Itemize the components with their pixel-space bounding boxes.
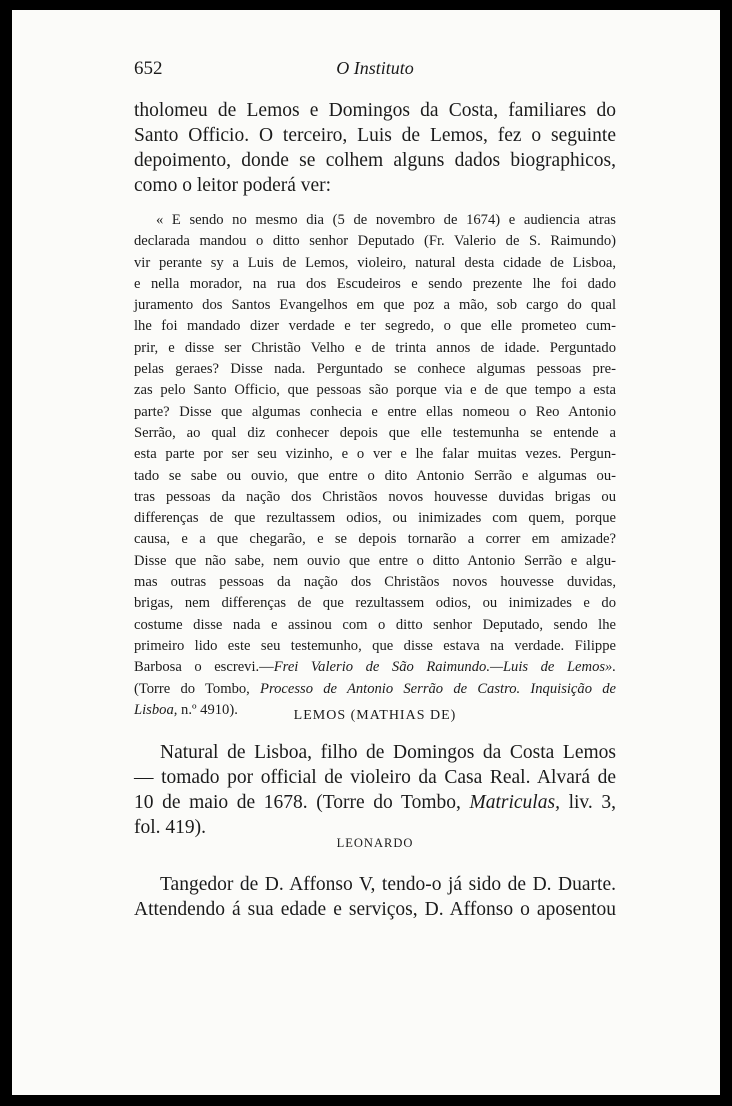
text-line: e nella morador, na rua dos Escudeiros e sendo prezente lhe foi dado [134,275,616,292]
text-line: « E sendo no mesmo dia (5 de novembro de 1674) e audiencia atras [156,212,616,228]
text-line: brigas, nem differenças de que rezultassem odios, ou inimizades e do [134,595,616,612]
text-segment: 10 de maio de 1678. (Torre do Tombo, [134,792,470,813]
section-heading-leonardo: LEONARDO [336,836,414,850]
text-line: Disse que não sabe, nem ouvio que entre o ditto Antonio Serrão e algu- [134,552,616,569]
text-line: Tangedor de D. Affonso V, tendo-o já sido de D. Duarte. [160,874,616,895]
text-line: — tomado por official de violeiro da Casa Real. Alvará de [134,767,616,788]
text-line: Serrão, ao qual diz conhecer depois que elle testemunha se entende a [134,424,616,441]
section-heading-lemos: LEMOS (MATHIAS DE) [293,708,457,723]
paragraph-leonardo [134,872,616,922]
text-segment: (Torre do Tombo, [134,680,261,697]
text-line: vir perante sy a Luis de Lemos, violeiro, natural desta cidade de Lisboa, [134,254,616,271]
text-segment-italic: Frei Valerio de São Raimundo.—Luis de Lemos». [273,659,616,676]
paragraph-intro [134,98,616,198]
text-line: Natural de Lisboa, filho de Domingos da Costa Lemos [160,742,616,763]
text-line: depoimento, donde se colhem alguns dados biographicos, [134,150,616,171]
text-line: parte? Disse que algumas conhecia e entre ellas nomeou o Reo Antonio [134,403,616,420]
text-line [134,679,616,700]
text-segment: n.º 4910). [177,701,238,718]
text-line: Santo Officio. O terceiro, Luis de Lemos, fez o seguinte [134,125,616,146]
text-line: como o leitor poderá ver: [134,175,332,196]
text-segment-italic: Lisboa, [134,701,178,718]
page-header [134,58,616,88]
text-segment: Barbosa o escrevi.— [134,659,274,676]
text-line: causa, e a que chegarão, e se depois tornarão a correr em amizade? [134,531,616,548]
text-line: costume disse nada e assinou com o ditto senhor Deputado, sendo lhe [134,616,616,633]
text-line: tras pessoas da nação dos Christãos novos houvesse duvidas brigas ou [134,488,616,505]
text-line: tado se sabe ou ouvio, que entre o dito Antonio Serrão e algumas ou- [134,467,616,484]
text-line: lhe foi mandado dizer verdade e ter segredo, o que elle prometeo cum- [134,318,616,335]
text-line: differenças de que rezultassem odios, ou inimizades com quem, porque [134,510,616,527]
text-line: fol. 419). [134,817,207,838]
text-line [134,657,616,678]
running-title: O Instituto [336,58,414,78]
text-segment-italic: Processo de Antonio Serrão de Castro. Inquisição de [260,680,616,697]
text-segment-italic: Matriculas, [469,792,560,813]
text-segment: liv. 3, [559,792,616,813]
text-line: tholomeu de Lemos e Domingos da Costa, familiares do [134,100,616,121]
text-line: pelas geraes? Disse nada. Perguntado se conhece algumas pessoas pre- [134,361,616,378]
text-line: primeiro lido este seu testemunho, que disse estava na verdade. Filippe [134,637,616,654]
text-line: declarada mandou o ditto senhor Deputado (Fr. Valerio de S. Raimundo) [134,233,616,250]
text-line: esta parte por ser seu vizinho, e o ver e lhe falar muitas vezes. Pergun- [134,446,616,463]
page-number: 652 [134,58,163,79]
text-line: juramento dos Santos Evangelhos em que poz a mão, sob cargo do qual [134,297,616,314]
text-line: Attendendo á sua edade e serviços, D. Affonso o aposentou [134,899,616,920]
quoted-testimony [134,210,616,721]
paragraph-lemos [134,740,616,840]
text-line [134,790,616,815]
text-line: prir, e disse ser Christão Velho e de trinta annos de idade. Perguntado [134,339,616,356]
text-line: zas pelo Santo Officio, que pessoas são porque via e de que tempo a esta [134,382,616,399]
text-line: mas outras pessoas da nação dos Christãos novos houvesse duvidas, [134,574,616,591]
